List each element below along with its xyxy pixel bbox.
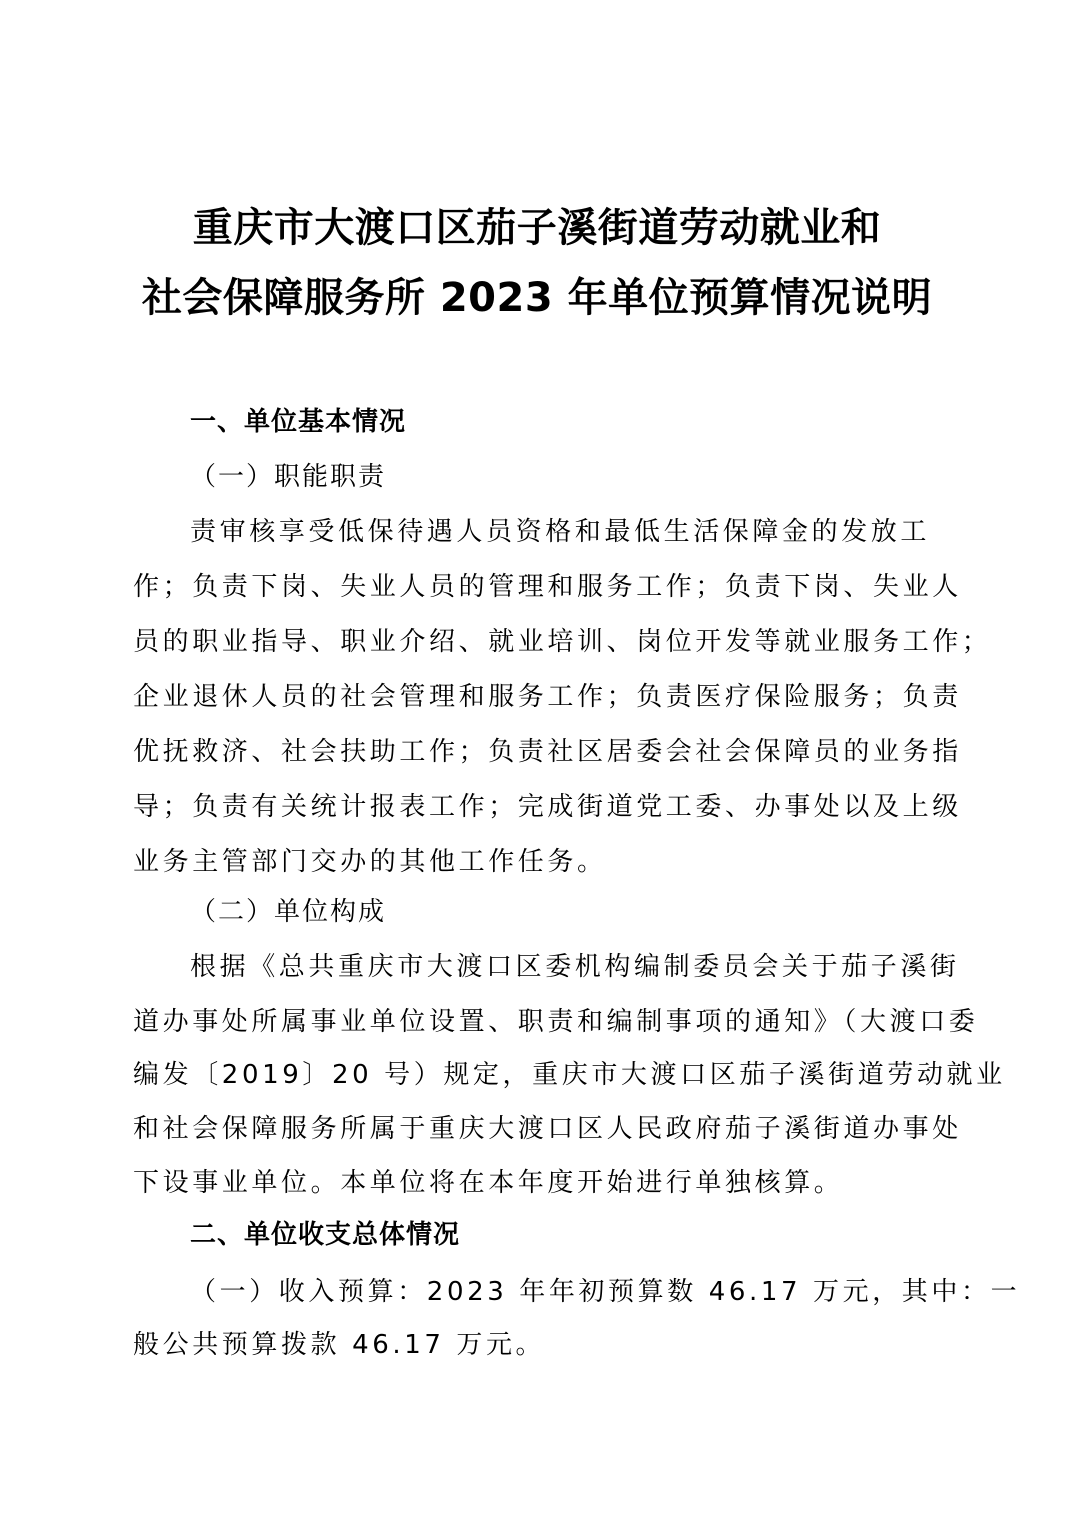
document-title-line-2: 社会保障服务所 2023 年单位预算情况说明 bbox=[141, 275, 933, 321]
paragraph-3-line-1: （一）收入预算：2023 年年初预算数 46.17 万元，其中：一 bbox=[190, 1277, 1021, 1307]
subsection-2-heading: （二）单位构成 bbox=[190, 897, 387, 927]
paragraph-3-line-2: 般公共预算拨款 46.17 万元。 bbox=[133, 1330, 546, 1360]
section-2-heading: 二、单位收支总体情况 bbox=[190, 1220, 461, 1250]
paragraph-2-line-2: 道办事处所属事业单位设置、职责和编制事项的通知》（大渡口委 bbox=[133, 1007, 979, 1037]
paragraph-2-line-3: 编发〔2019〕20 号）规定，重庆市大渡口区茄子溪街道劳动就业 bbox=[133, 1060, 1006, 1090]
paragraph-2-line-5: 下设事业单位。本单位将在本年度开始进行单独核算。 bbox=[133, 1168, 844, 1198]
paragraph-2-line-1: 根据《总共重庆市大渡口区委机构编制委员会关于茄子溪街 bbox=[190, 952, 960, 982]
paragraph-1-line-6: 导；负责有关统计报表工作；完成街道党工委、办事处以及上级 bbox=[133, 792, 962, 822]
paragraph-1-line-5: 优抚救济、社会扶助工作；负责社区居委会社会保障员的业务指 bbox=[133, 737, 962, 767]
paragraph-2-line-4: 和社会保障服务所属于重庆大渡口区人民政府茄子溪街道办事处 bbox=[133, 1114, 962, 1144]
paragraph-1-line-2: 作；负责下岗、失业人员的管理和服务工作；负责下岗、失业人 bbox=[133, 572, 962, 602]
paragraph-1-line-7: 业务主管部门交办的其他工作任务。 bbox=[133, 847, 607, 877]
section-1-heading: 一、单位基本情况 bbox=[190, 407, 407, 437]
paragraph-1-line-3: 员的职业指导、职业介绍、就业培训、岗位开发等就业服务工作； bbox=[133, 627, 992, 657]
document-title-line-1: 重庆市大渡口区茄子溪街道劳动就业和 bbox=[192, 205, 882, 251]
paragraph-1-line-4: 企业退休人员的社会管理和服务工作；负责医疗保险服务；负责 bbox=[133, 682, 962, 712]
subsection-1-heading: （一）职能职责 bbox=[190, 462, 387, 492]
paragraph-1-line-1: 责审核享受低保待遇人员资格和最低生活保障金的发放工 bbox=[190, 517, 931, 547]
